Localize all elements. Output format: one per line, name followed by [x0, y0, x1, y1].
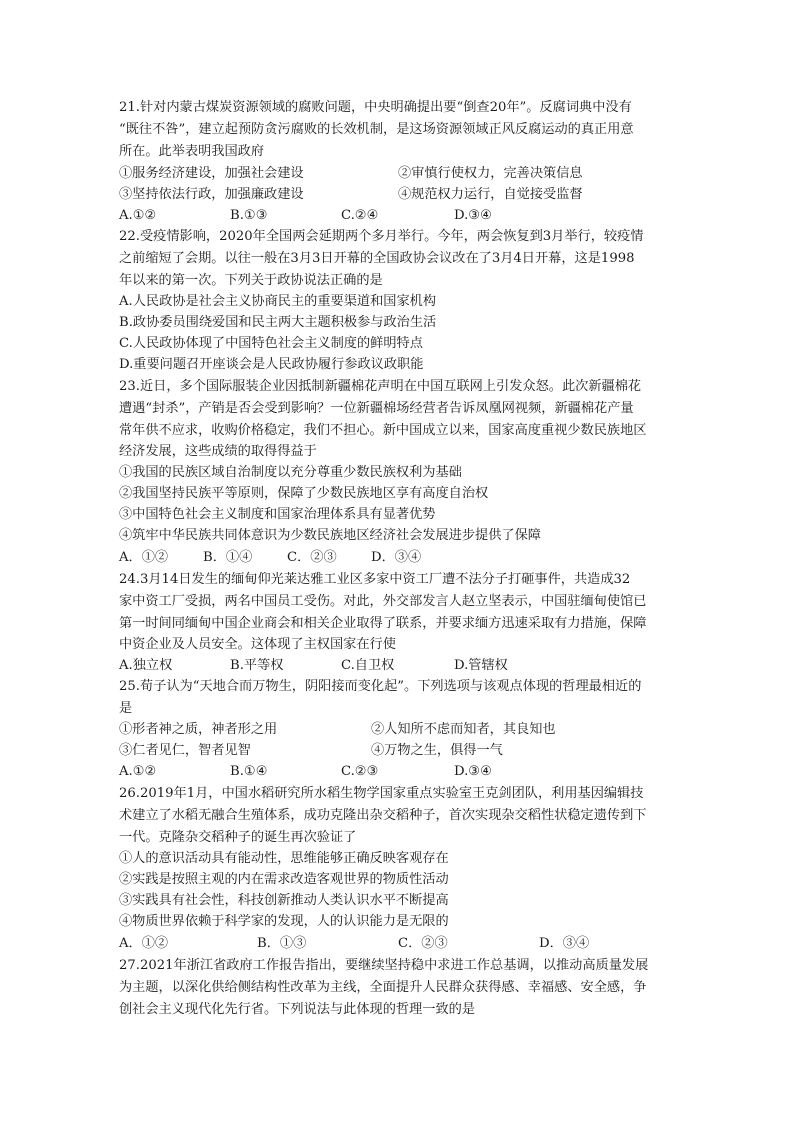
- q26-line-2: 术建立了水稻无融合生殖体系，成功克隆出杂交稻种子，首次实现杂交稻性状稳定遗传到下: [119, 808, 647, 823]
- q26-line-1: 26.2019年1月，中国水稻研究所水稻生物学国家重点实验室王克剑团队，利用基因编辑技: [119, 786, 644, 801]
- q27-line-3: 创社会主义现代化先行省。下列说法与此体现的哲理一致的是: [119, 1002, 476, 1017]
- q26-choice-a: A．①②: [119, 936, 169, 951]
- q25-stmt-3: ③仁者见仁，智者见智: [119, 743, 251, 758]
- q26-stmt-1: ①人的意识活动具有能动性，思维能够正确反映客观存在: [119, 851, 449, 866]
- q23-line-1: 23.近日，多个国际服装企业因抵制新疆棉花声明在中国互联网上引发众怒。此次新疆棉花: [119, 379, 642, 394]
- q21-line-3: 所在。此举表明我国政府: [119, 144, 265, 159]
- q26-line-3: 一代。克隆杂交稻种子的诞生再次验证了: [119, 830, 357, 845]
- q23-choice-b: B．①④: [203, 550, 253, 565]
- q26-choice-d: D．③④: [539, 936, 590, 951]
- q26-stmt-2: ②实践是按照主观的内在需求改造客观世界的物质性活动: [119, 872, 449, 887]
- q21-stmt-2: ②审慎行使权力，完善决策信息: [398, 166, 583, 181]
- q22-line-2: 之前缩短了会期。以往一般在3月3日开幕的全国政协会议改在了3月4日开幕，这是1998: [119, 251, 635, 266]
- q24-line-4: 中资企业及人员安全。这体现了主权国家在行使: [119, 637, 396, 652]
- q24-choice-c: C.自卫权: [341, 658, 395, 673]
- q21-choice-d: D.③④: [454, 208, 492, 223]
- q23-stmt-2: ②我国坚持民族平等原则，保障了少数民族地区享有高度自治权: [119, 486, 489, 501]
- q21-choice-b: B.①③: [230, 208, 268, 223]
- q26-stmt-4: ④物质世界依赖于科学家的发现，人的认识能力是无限的: [119, 914, 449, 929]
- q24-line-1: 24.3月14日发生的缅甸仰光莱达雅工业区多家中资工厂遭不法分子打砸事件，共造成32: [119, 572, 631, 587]
- q25-choice-c: C.②③: [341, 764, 379, 779]
- q26-choice-c: C．②③: [398, 936, 448, 951]
- q21-choice-c: C.②④: [341, 208, 379, 223]
- q22-option-c: C.人民政协体现了中国特色社会主义制度的鲜明特点: [119, 336, 423, 351]
- q21-stmt-3: ③坚持依法行政，加强廉政建设: [119, 187, 304, 202]
- q24-line-2: 家中资工厂受损，两名中国员工受伤。对此，外交部发言人赵立坚表示，中国驻缅甸使馆已: [119, 594, 647, 609]
- q27-line-2: 为主题，以深化供给侧结构性改革为主线，全面提升人民群众获得感、幸福感、安全感，争: [119, 980, 647, 995]
- q25-line-1: 25.荀子认为“天地合而万物生，阴阳接而变化起”。下列选项与该观点体现的哲理最相近的: [119, 679, 642, 694]
- q22-option-d: D.重要问题召开座谈会是人民政协履行参政议政职能: [119, 357, 424, 372]
- q21-stmt-4: ④规范权力运行，自觉接受监督: [398, 187, 583, 202]
- q21-line-2: “既往不咎”，建立起预防贪污腐败的长效机制，是这场资源领域正风反腐运动的真正用意: [119, 122, 634, 137]
- q25-choice-a: A.①②: [119, 764, 157, 779]
- q27-line-1: 27.2021年浙江省政府工作报告指出，要继续坚持稳中求进工作总基调，以推动高质量发展: [119, 958, 649, 973]
- q25-stmt-1: ①形者神之质，神者形之用: [119, 722, 278, 737]
- q21-choice-a: A.①②: [119, 208, 157, 223]
- q22-line-3: 年以来的第一次。下列关于政协说法正确的是: [119, 273, 383, 288]
- q25-choice-d: D.③④: [454, 764, 492, 779]
- q25-stmt-4: ④万物之生，俱得一气: [371, 743, 503, 758]
- q23-choice-c: C．②③: [287, 550, 337, 565]
- q23-line-4: 经济发展，这些成绩的取得得益于: [119, 444, 317, 459]
- q21-stmt-1: ①服务经济建设，加强社会建设: [119, 166, 304, 181]
- q23-choice-a: A．①②: [119, 550, 169, 565]
- q23-line-3: 常年供不应求，收购价格稳定，我们不担心。新中国成立以来，国家高度重视少数民族地区: [119, 423, 647, 438]
- q21-line-1: 21.针对内蒙古煤炭资源领域的腐败问题，中央明确提出要“倒查20年”。反腐词典中没有: [119, 100, 632, 115]
- q22-line-1: 22.受疫情影响，2020年全国两会延期两个多月举行。今年，两会恢复到3月举行，较疫情: [119, 229, 644, 244]
- q24-line-3: 第一时间同缅甸中国企业商会和相关企业取得了联系，并要求缅方迅速采取有力措施，保障: [119, 616, 647, 631]
- q23-stmt-3: ③中国特色社会主义制度和国家治理体系具有显著优势: [119, 507, 436, 522]
- q23-stmt-4: ④筑牢中华民族共同体意识为少数民族地区经济社会发展进步提供了保障: [119, 528, 541, 543]
- q24-choice-a: A.独立权: [119, 658, 173, 673]
- q25-stmt-2: ②人知所不虑而知者，其良知也: [371, 722, 556, 737]
- q23-line-2: 遭遇“封杀”，产销是否会受到影响？一位新疆棉场经营者告诉凤凰网视频，新疆棉花产量: [119, 401, 634, 416]
- q24-choice-d: D.管辖权: [454, 658, 508, 673]
- q25-line-2: 是: [119, 701, 133, 716]
- q26-choice-b: B．①③: [257, 936, 307, 951]
- q24-choice-b: B.平等权: [230, 658, 284, 673]
- q26-stmt-3: ③实践具有社会性，科技创新推动人类认识水平不断提高: [119, 893, 449, 908]
- q22-option-a: A.人民政协是社会主义协商民主的重要渠道和国家机构: [119, 294, 437, 309]
- q23-stmt-1: ①我国的民族区域自治制度以充分尊重少数民族权利为基础: [119, 465, 462, 480]
- q23-choice-d: D．③④: [371, 550, 422, 565]
- q22-option-b: B.政协委员围绕爱国和民主两大主题积极参与政治生活: [119, 315, 437, 330]
- q25-choice-b: B.①④: [230, 764, 268, 779]
